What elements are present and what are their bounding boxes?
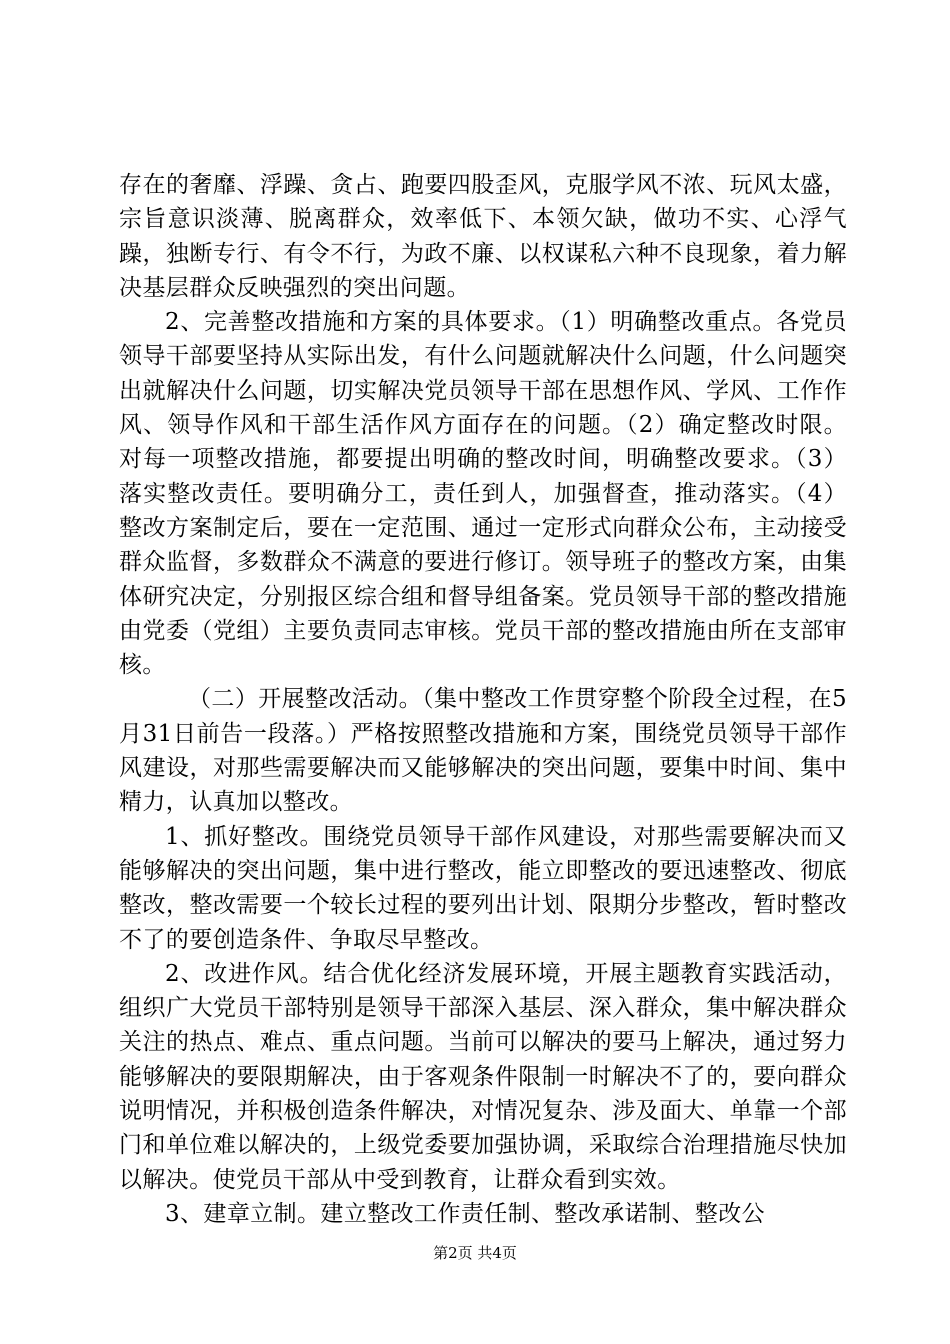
paragraph-continuation: 存在的奢靡、浮躁、贪占、跑要四股歪风，克服学风不浓、玩风太盛，宗旨意识淡薄、脱离群众，效率低下、本领欠缺，做功不实、心浮气躁，独断专行、有令不行，为政不廉、以权谋私六种不良现象，着力解决基层群众反映强烈的突出问题。: [119, 172, 847, 301]
paragraph-section-2-rectification: （二）开展整改活动。（集中整改工作贯穿整个阶段全过程，在5月31日前告一段落。）严格按照整改措施和方案，围绕党员领导干部作风建设，对那些需要解决而又能够解决的突出问题，要集中时间、集中精力，认真加以整改。: [119, 686, 847, 816]
paragraph-item-1-rectify: 1、抓好整改。围绕党员领导干部作风建设，对那些需要解决而又能够解决的突出问题，集中进行整改，能立即整改的要迅速整改、彻底整改，整改需要一个较长过程的要列出计划、限期分步整改，暂时整改不了的要创造条件、争取尽早整改。: [119, 823, 847, 953]
paragraph-item-3-rules: 3、建章立制。建立整改工作责任制、整改承诺制、整改公: [165, 1200, 766, 1227]
page-footer: 第2页 共4页: [433, 1244, 517, 1262]
document-body: [119, 168, 847, 1231]
paragraph-item-2-requirements: 2、完善整改措施和方案的具体要求。（1）明确整改重点。各党员领导干部要坚持从实际出发，有什么问题就解决什么问题，什么问题突出就解决什么问题，切实解决党员领导干部在思想作风、学风、工作作风、领导作风和干部生活作风方面存在的问题。（2）确定整改时限。对每一项整改措施，都要提出明确的整改时间，明确整改要求。（3）落实整改责任。要明确分工，责任到人，加强督查，推动落实。（4）整改方案制定后，要在一定范围、通过一定形式向群众公布，主动接受群众监督，多数群众不满意的要进行修订。领导班子的整改方案，由集体研究决定，分别报区综合组和督导组备案。党员领导干部的整改措施由党委（党组）主要负责同志审核。党员干部的整改措施由所在支部审核。: [119, 309, 847, 679]
paragraph-item-2-improve-style: 2、改进作风。结合优化经济发展环境，开展主题教育实践活动，组织广大党员干部特别是领导干部深入基层、深入群众，集中解决群众关注的热点、难点、重点问题。当前可以解决的要马上解决，通过努力能够解决的要限期解决，由于客观条件限制一时解决不了的，要向群众说明情况，并积极创造条件解决，对情况复杂、涉及面大、单靠一个部门和单位难以解决的，上级党委要加强协调，采取综合治理措施尽快加以解决。使党员干部从中受到教育，让群众看到实效。: [119, 960, 847, 1193]
